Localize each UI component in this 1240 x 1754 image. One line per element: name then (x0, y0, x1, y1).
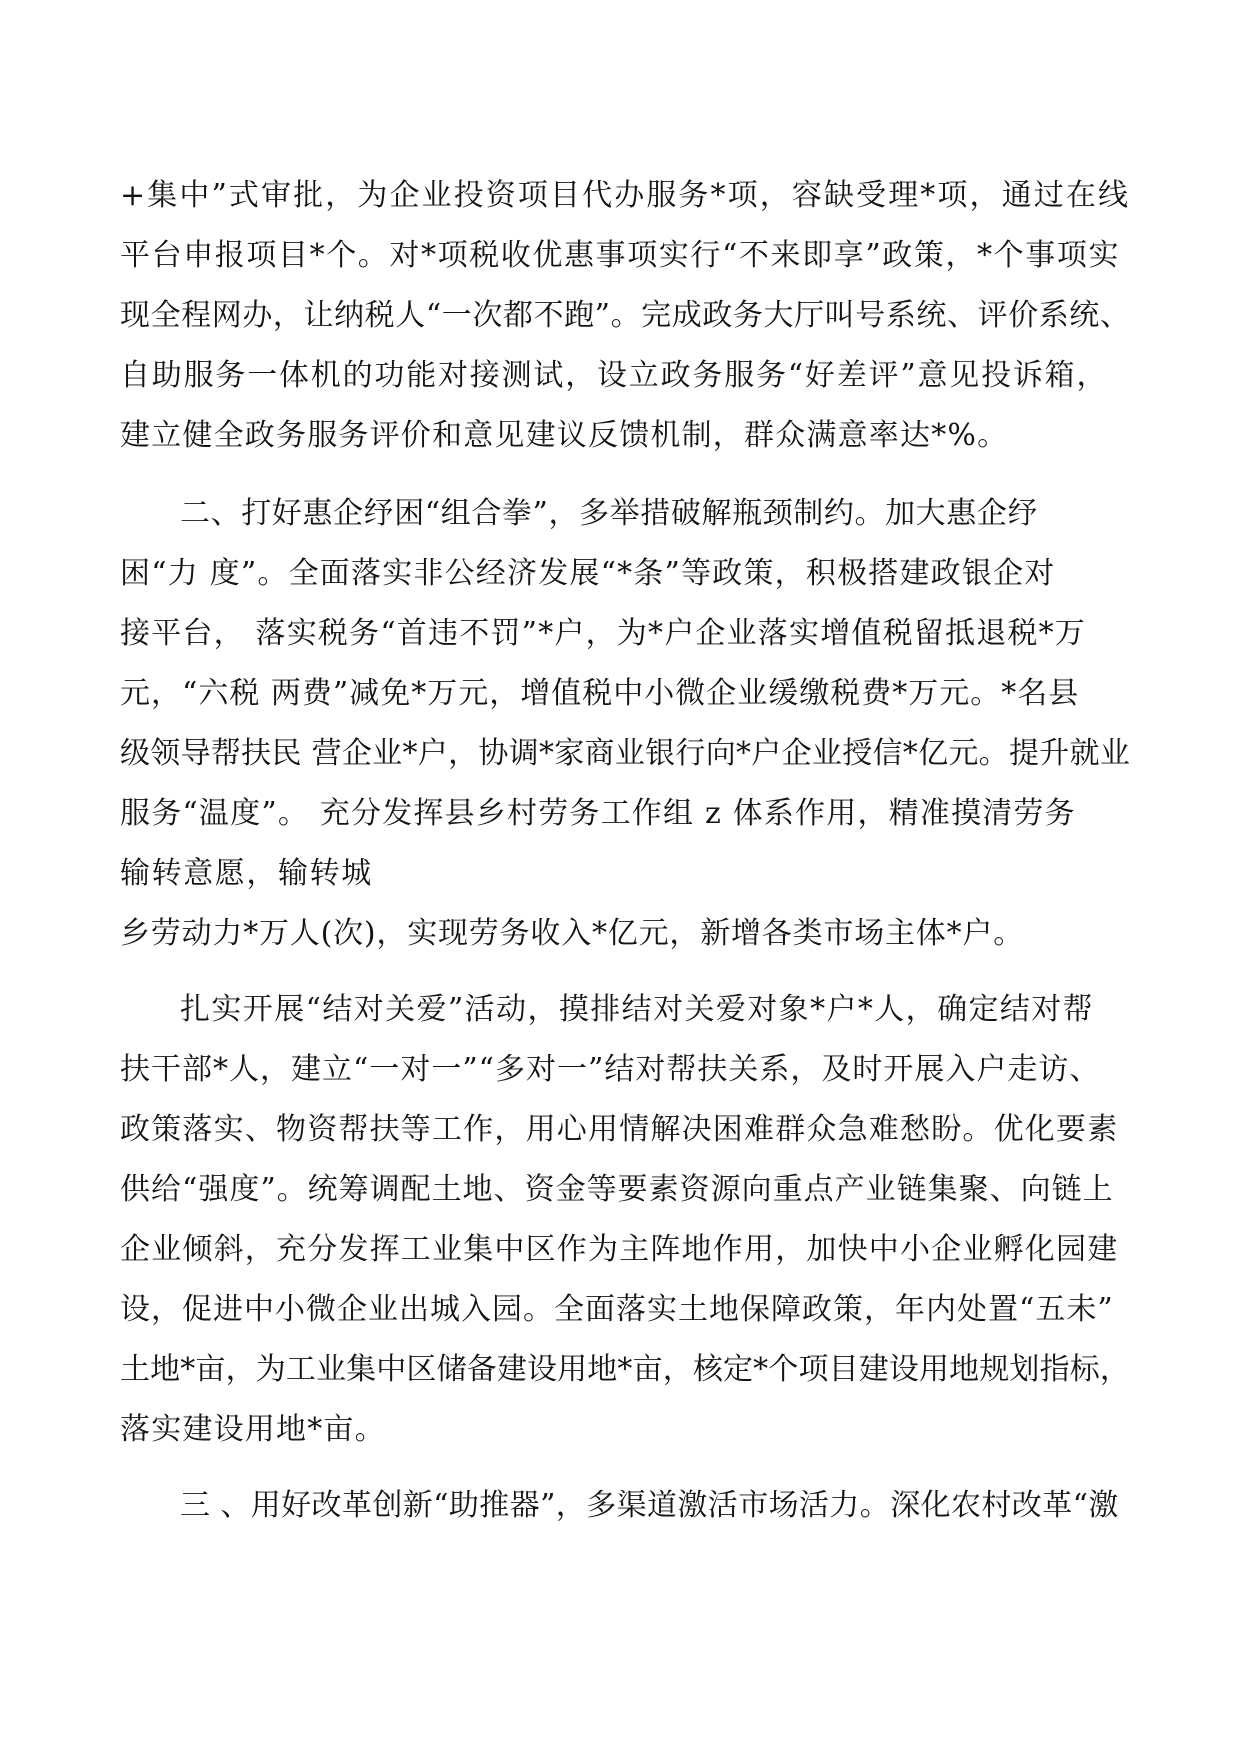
text-line: 自助服务一体机的功能对接测试，设立政务服务“好差评”意见投诉箱， (120, 358, 1109, 393)
text-line: 现全程网办，让纳税人“一次都不跑”。完成政务大厅叫号系统、评价系统、 (120, 298, 1131, 333)
text-line: 级领导帮扶民 营企业*户，协调*家商业银行向*户企业授信*亿元。提升就业 (120, 736, 1131, 771)
text-line: 设，促进中小微企业出城入园。全面落实土地保障政策，年内处置“五未” (120, 1292, 1114, 1327)
text-line: 企业倾斜，充分发挥工业集中区作为主阵地作用，加快中小企业孵化园建 (120, 1232, 1119, 1267)
text-line: +集中”式审批，为企业投资项目代办服务*项，容缺受理*项，通过在线 (120, 178, 1131, 213)
text-line: 落实建设用地*亩。 (120, 1412, 386, 1447)
text-line: 输转意愿，输转城 (120, 856, 373, 891)
text-line: 土地*亩，为工业集中区储备建设用地*亩，核定*个项目建设用地规划指标， (120, 1352, 1130, 1387)
text-line: 扶干部*人，建立“一对一”“多对一”结对帮扶关系，及时开展入户走访、 (120, 1052, 1101, 1087)
text-line: 服务“温度”。 充分发挥县乡村劳务工作组 z 体系作用，精准摸清劳务 (120, 796, 1076, 831)
text-line: 建立健全政务服务评价和意见建议反馈机制，群众满意率达*%。 (120, 418, 1009, 453)
text-line: 困“力 度”。全面落实非公经济发展“*条”等政策，积极搭建政银企对 (120, 556, 1056, 591)
text-line: 平台申报项目*个。对*项税收优惠事项实行“不来即享”政策，*个事项实 (120, 238, 1121, 273)
text-line: 扎实开展“结对关爱”活动，摸排结对关爱对象*户*人，确定结对帮 (180, 992, 1095, 1027)
text-line: 乡劳动力*万人(次)，实现劳务收入*亿元，新增各类市场主体*户。 (120, 916, 1025, 951)
text-line: 供给“强度”。统筹调配土地、资金等要素资源向重点产业链集聚、向链上 (120, 1172, 1114, 1207)
section-heading-line: 二、打好惠企纾困“组合拳”，多举措破解瓶颈制约。加大惠企纾 (180, 496, 1039, 531)
text-line: 接平台， 落实税务“首违不罚”*户，为*户企业落实增值税留抵退税*万 (120, 616, 1087, 651)
section-heading-line: 三 、用好改革创新“助推器”，多渠道激活市场活力。深化农村改革“激 (180, 1488, 1119, 1523)
text-line: 政策落实、物资帮扶等工作，用心用情解决困难群众急难愁盼。优化要素 (120, 1112, 1119, 1147)
text-line: 元，“六税 两费”减免*万元，增值税中小微企业缓缴税费*万元。*名县 (120, 676, 1080, 711)
